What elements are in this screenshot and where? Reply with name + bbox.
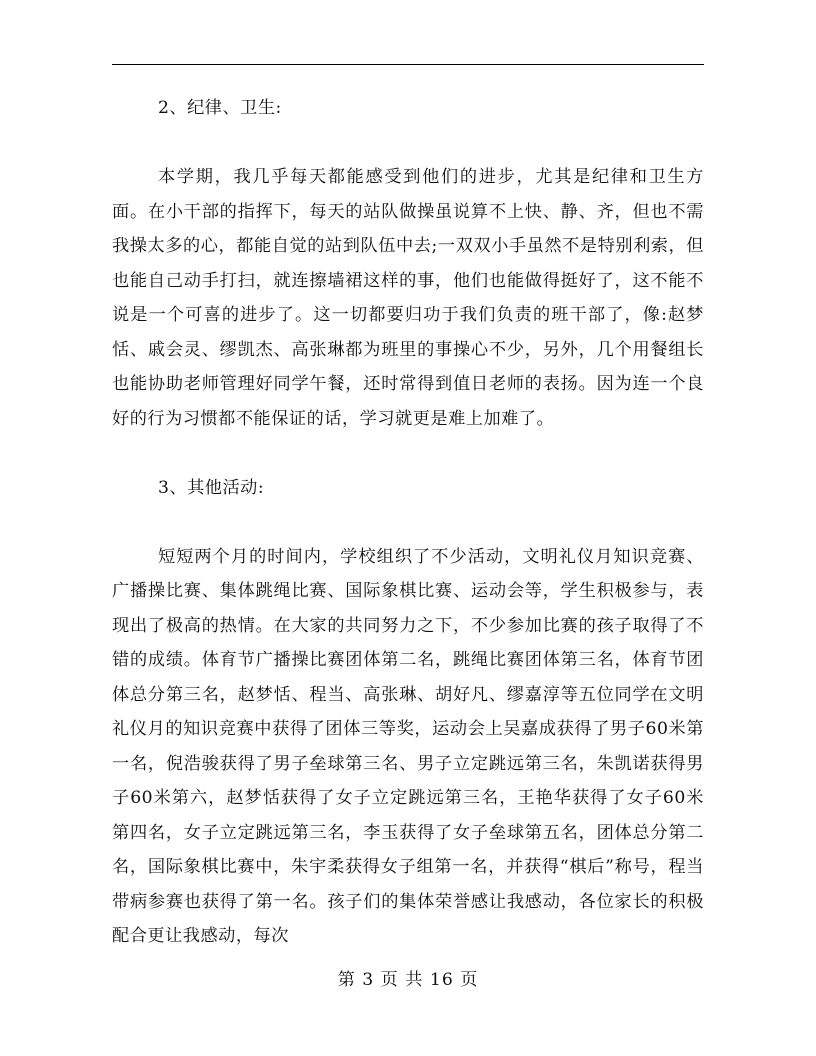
section-2-heading: 2、纪律、卫生:	[158, 98, 282, 118]
header-rule	[112, 64, 704, 65]
page-number-footer: 第 3 页 共 16 页	[337, 970, 479, 990]
section-3-paragraph: 短短两个月的时间内，学校组织了不少活动，文明礼仪月知识竞赛、广播操比赛、集体跳绳比赛、国际象棋比赛、运动会等，学生积极参与，表现出了极高的热情。在大家的共同努力之下，不少参加比赛的孩子取得了不错的成绩。体育节广播操比赛团体第二名，跳绳比赛团体第三名，体育节团体总分第三名，赵梦恬、程当、高张琳、胡好凡、缪嘉淳等五位同学在文明礼仪月的知识竞赛中获得了团体三等奖，运动会上吴嘉成获得了男子60米第一名，倪浩骏获得了男子垒球第三名、男子立定跳远第三名，朱凯诺获得男子60米第六，赵梦恬获得了女子立定跳远第三名，王艳华获得了女子60米第四名，女子立定跳远第三名，李玉获得了女子垒球第五名，团体总分第二名，国际象棋比赛中，朱宇柔获得女子组第一名，并获得“棋后”称号，程当带病参赛也获得了第一名。孩子们的集体荣誉感让我感动，各位家长的积极配合更让我感动，每次	[112, 546, 704, 946]
document-body	[112, 91, 704, 954]
spacer	[112, 126, 704, 161]
section-2-paragraph: 本学期，我几乎每天都能感受到他们的进步，尤其是纪律和卫生方面。在小干部的指挥下，每天的站队做操虽说算不上快、静、齐，但也不需我操太多的心，都能自觉的站到队伍中去;一双双小手虽然不是特别利索，但也能自己动手打扫，就连擦墙裙这样的事，他们也能做得挺好了，这不能不说是一个可喜的进步了。这一切都要归功于我们负责的班干部了，像:赵梦恬、戚会灵、缪凯杰、高张琳都为班里的事操心不少，另外，几个用餐组长也能协助老师管理好同学午餐，还时常得到值日老师的表扬。因为连一个良好的行为习惯都不能保证的话，学习就更是难上加难了。	[112, 167, 704, 429]
spacer	[112, 436, 704, 471]
spacer	[112, 505, 704, 540]
section-3-heading: 3、其他活动:	[158, 477, 265, 498]
